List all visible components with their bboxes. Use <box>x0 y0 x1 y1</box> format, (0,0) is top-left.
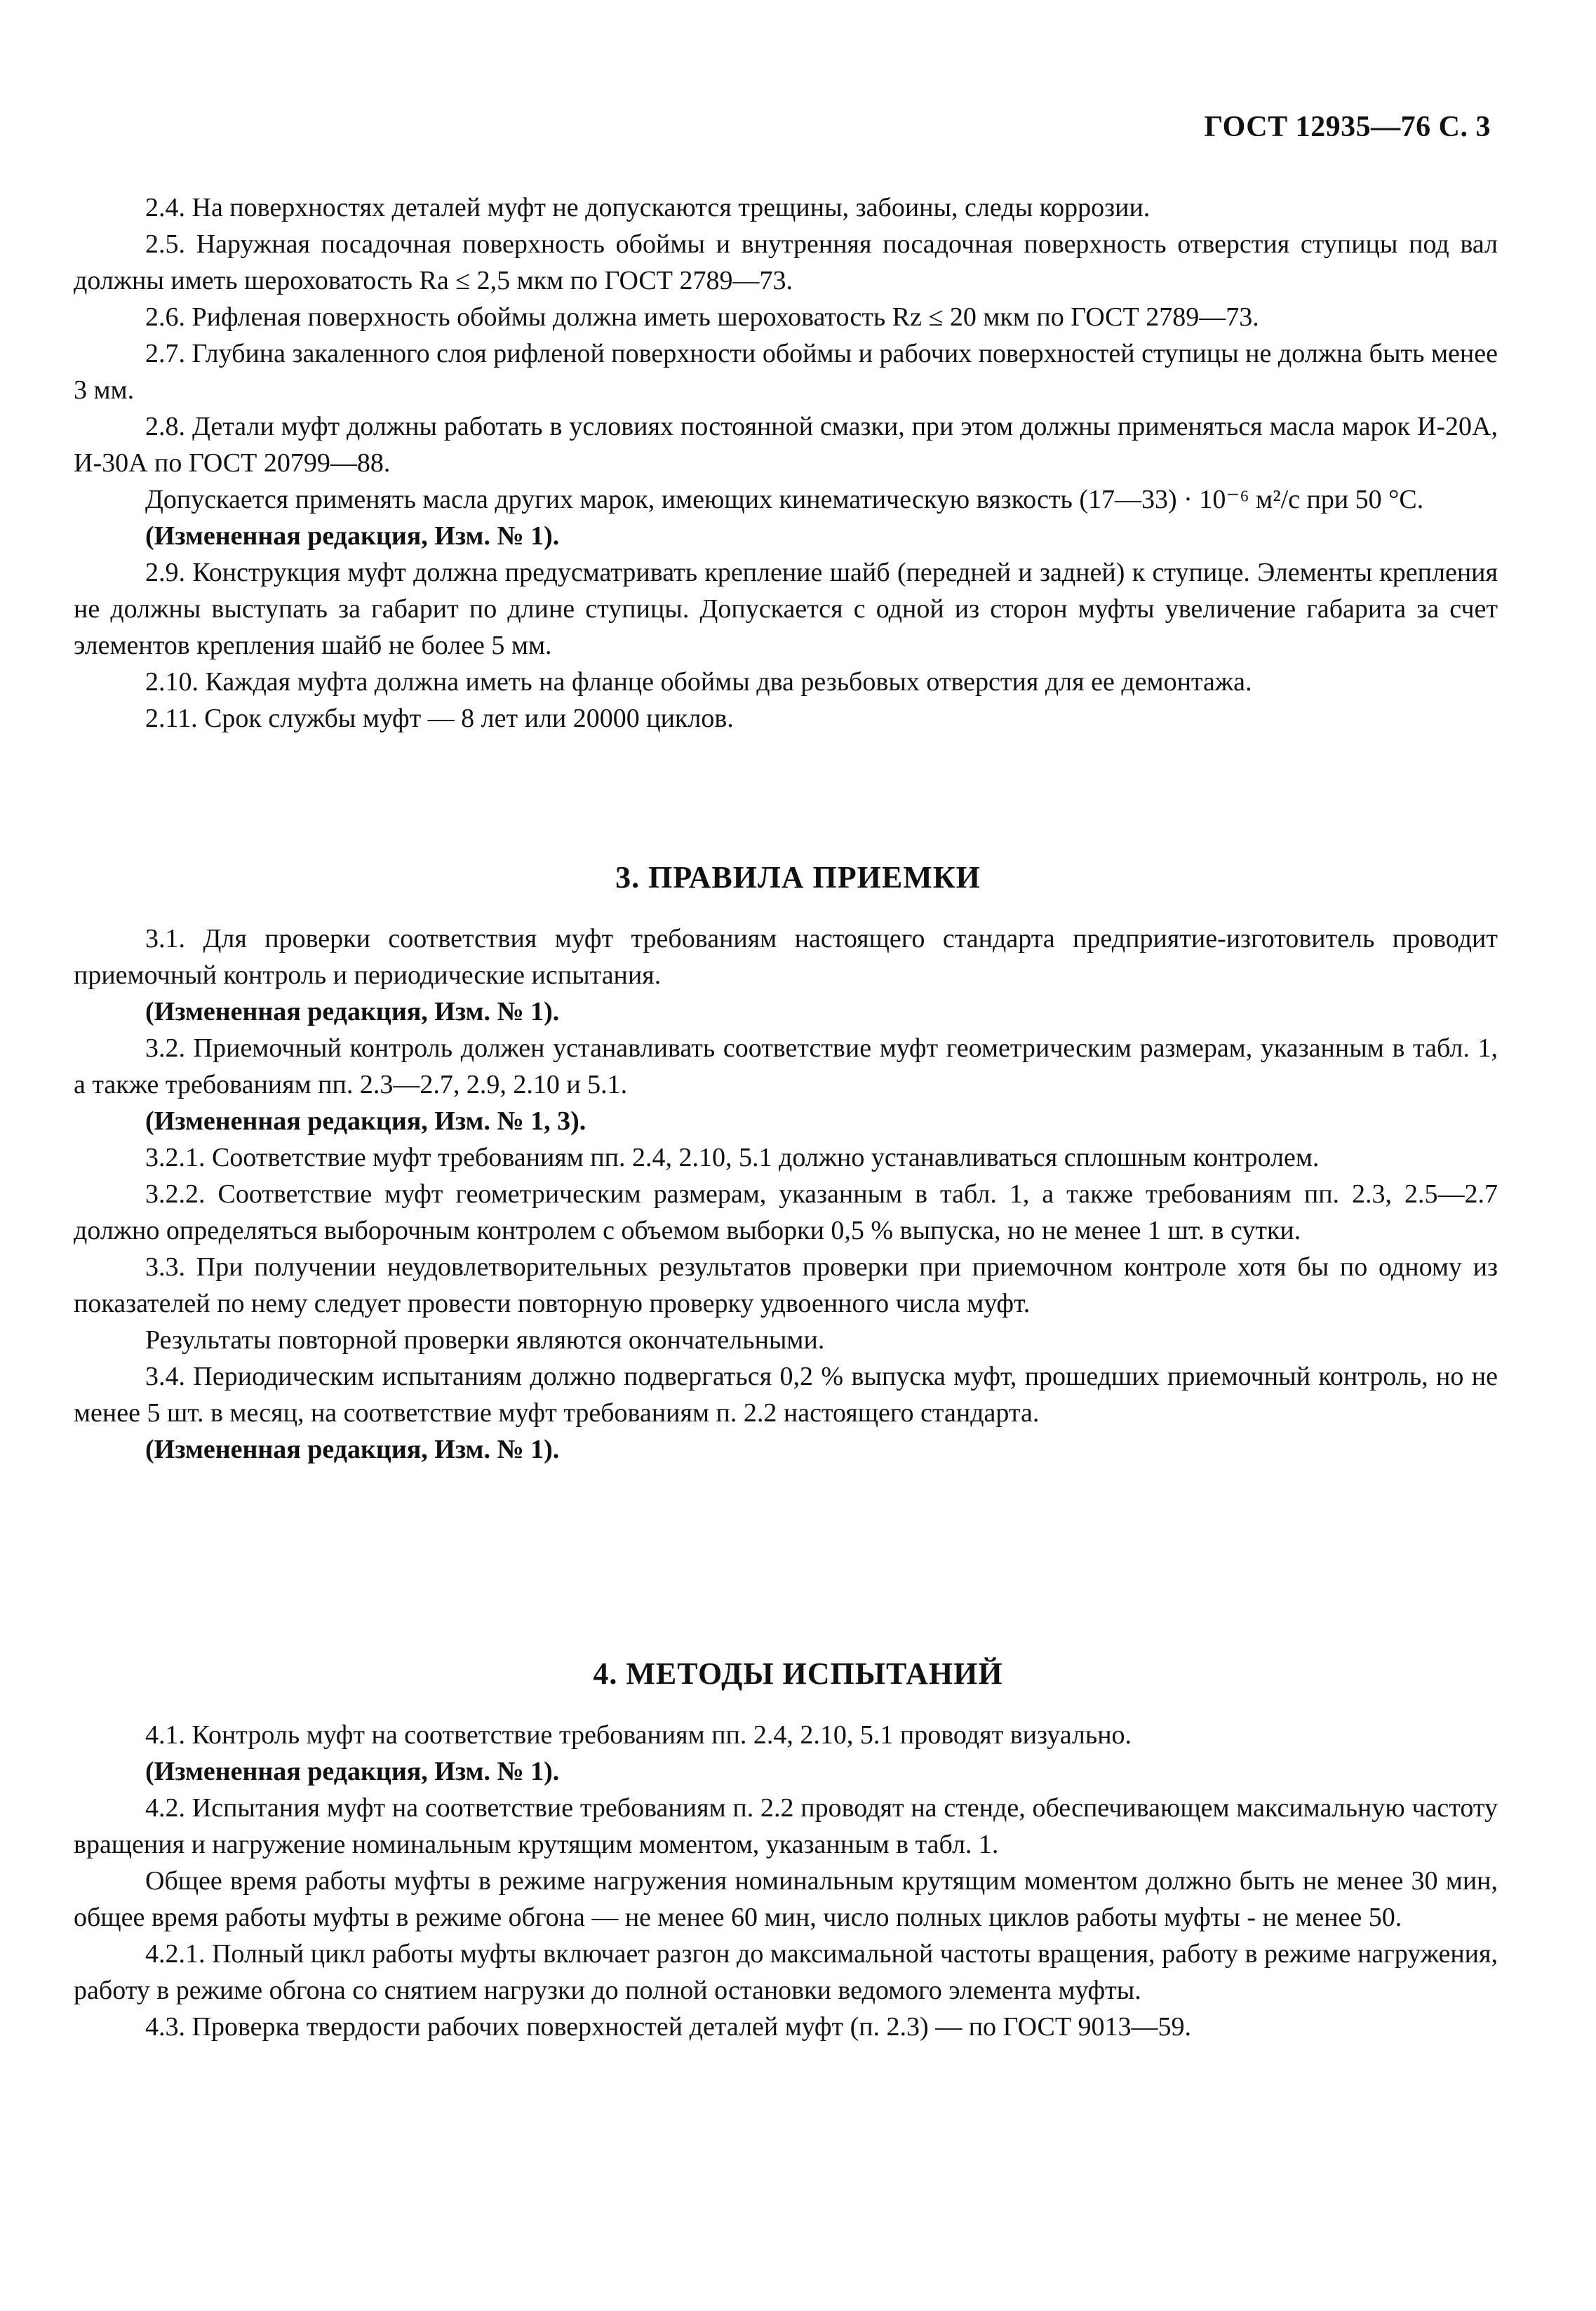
amendment-note: (Измененная редакция, Изм. № 1). <box>145 997 560 1026</box>
paragraph-2-7: 2.7. Глубина закаленного слоя рифленой поверхности обоймы и рабочих поверхностей ступицы не должна быть менее 3 мм. <box>74 339 1498 405</box>
page-header: ГОСТ 12935—76 С. 3 <box>1204 111 1491 143</box>
section-3-body <box>74 920 1498 1468</box>
paragraph-4-3: 4.3. Проверка твердости рабочих поверхностей деталей муфт (п. 2.3) — по ГОСТ 9013—59. <box>145 2012 1192 2042</box>
paragraph-4-1: 4.1. Контроль муфт на соответствие требованиям пп. 2.4, 2.10, 5.1 проводят визуально. <box>145 1720 1132 1750</box>
amendment-note: (Измененная редакция, Изм. № 1, 3). <box>145 1106 586 1136</box>
paragraph-2-4: 2.4. На поверхностях деталей муфт не допускаются трещины, забоины, следы коррозии. <box>145 193 1151 222</box>
section-4-body <box>74 1717 1498 2045</box>
paragraph-4-2-1: 4.2.1. Полный цикл работы муфты включает разгон до максимальной частоты вращения, работу в режиме нагружения, работу в режиме обгона со снятием нагрузки до полной остановки ведомого элемента муфты. <box>74 1939 1498 2005</box>
paragraph-3-3: 3.3. При получении неудовлетворительных результатов проверки при приемочном контроле хотя бы по одному из показателей по нему следует провести повторную проверку удвоенного числа муфт. <box>74 1252 1498 1318</box>
section-2-continuation <box>74 189 1498 737</box>
paragraph-2-5: 2.5. Наружная посадочная поверхность обоймы и внутренняя посадочная поверхность отверстия ступицы под вал должны иметь шероховатость Ra ≤ 2,5 мкм по ГОСТ 2789—73. <box>74 229 1498 295</box>
amendment-note: (Измененная редакция, Изм. № 1). <box>145 1435 560 1464</box>
amendment-note: (Измененная редакция, Изм. № 1). <box>145 521 560 551</box>
paragraph-4-2: 4.2. Испытания муфт на соответствие требованиям п. 2.2 проводят на стенде, обеспечивающем максимальную частоту вращения и нагружение номинальным крутящим моментом, указанным в табл. 1. <box>74 1793 1498 1859</box>
paragraph-2-10: 2.10. Каждая муфта должна иметь на фланце обоймы два резьбовых отверстия для ее демонтажа. <box>145 667 1252 697</box>
paragraph-3-2-2: 3.2.2. Соответствие муфт геометрическим размерам, указанным в табл. 1, а также требованиям пп. 2.3, 2.5—2.7 должно определяться выборочным контролем с объемом выборки 0,5 % выпуска, но не менее 1 шт. в сутки. <box>74 1179 1498 1245</box>
paragraph-2-8-note: Допускается применять масла других марок, имеющих кинематическую вязкость (17—33) · 10⁻⁶ м²/с при 50 °С. <box>145 485 1424 514</box>
paragraph-3-4: 3.4. Периодическим испытаниям должно подвергаться 0,2 % выпуска муфт, прошедших приемочный контроль, но не менее 5 шт. в месяц, на соответствие муфт требованиям п. 2.2 настоящего стандарта. <box>74 1362 1498 1428</box>
section-3-title: 3. ПРАВИЛА ПРИЕМКИ <box>615 860 981 895</box>
paragraph-2-6: 2.6. Рифленая поверхность обоймы должна иметь шероховатость Rz ≤ 20 мкм по ГОСТ 2789—73. <box>145 302 1259 332</box>
amendment-note: (Измененная редакция, Изм. № 1). <box>145 1757 560 1786</box>
paragraph-2-9: 2.9. Конструкция муфт должна предусматривать крепление шайб (передней и задней) к ступице. Элементы крепления не должны выступать за габарит по длине ступицы. Допускается с одной из сторон муфты увеличение габарита за счет элементов крепления шайб не более 5 мм. <box>74 558 1498 660</box>
paragraph-3-3-note: Результаты повторной проверки являются окончательными. <box>145 1325 825 1355</box>
paragraph-2-11: 2.11. Срок службы муфт — 8 лет или 20000 циклов. <box>145 704 734 733</box>
section-4-title: 4. МЕТОДЫ ИСПЫТАНИЙ <box>593 1656 1003 1691</box>
paragraph-3-2: 3.2. Приемочный контроль должен устанавливать соответствие муфт геометрическим размерам, указанным в табл. 1, а также требованиям пп. 2.3—2.7, 2.9, 2.10 и 5.1. <box>74 1033 1498 1099</box>
paragraph-2-8: 2.8. Детали муфт должны работать в условиях постоянной смазки, при этом должны применяться масла марок И-20А, И-30А по ГОСТ 20799—88. <box>74 412 1498 478</box>
paragraph-3-2-1: 3.2.1. Соответствие муфт требованиям пп. 2.4, 2.10, 5.1 должно устанавливаться сплошным контролем. <box>145 1143 1320 1172</box>
paragraph-3-1: 3.1. Для проверки соответствия муфт требованиям настоящего стандарта предприятие-изготовитель проводит приемочный контроль и периодические испытания. <box>74 924 1498 990</box>
paragraph-4-2-note: Общее время работы муфты в режиме нагружения номинальным крутящим моментом должно быть не менее 30 мин, общее время работы муфты в режиме обгона — не менее 60 мин, число полных циклов работы муфты - не менее 50. <box>74 1866 1498 1932</box>
